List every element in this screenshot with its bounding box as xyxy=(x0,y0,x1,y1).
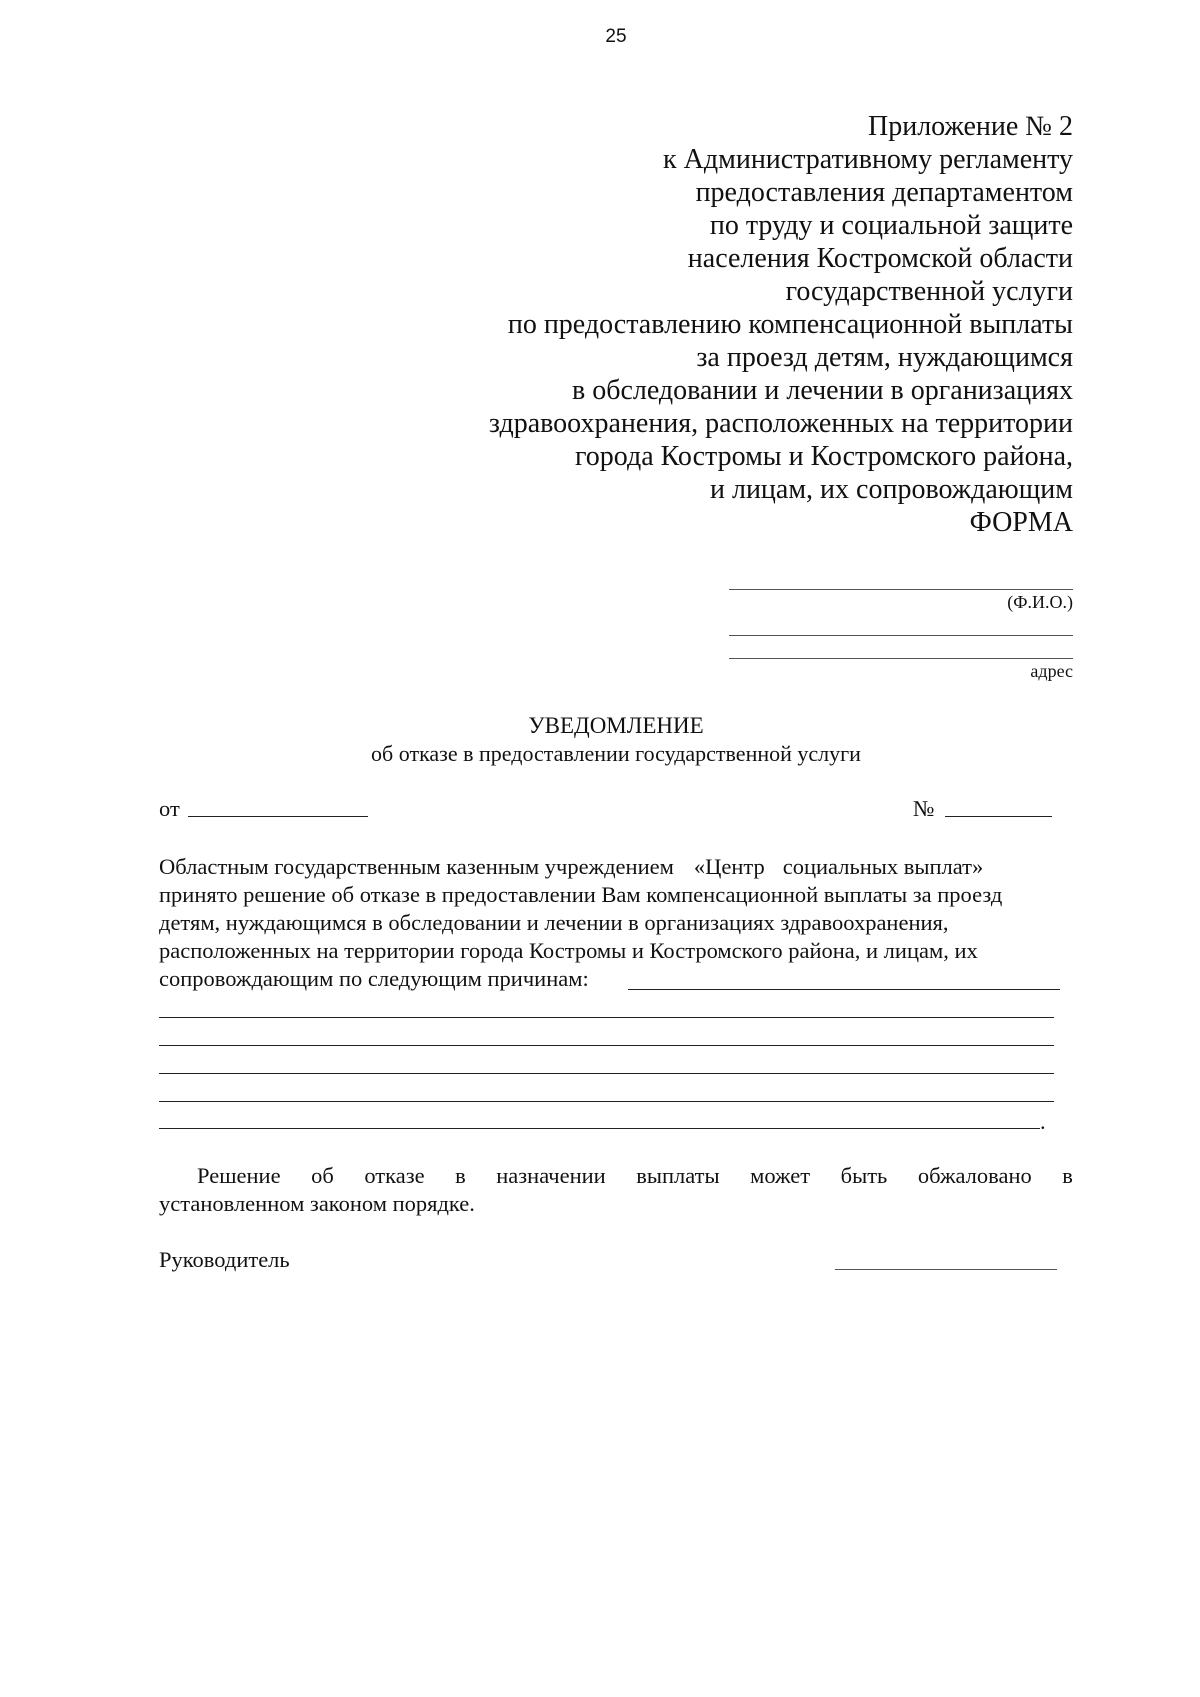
signature-label: Руководитель xyxy=(159,1247,290,1272)
body-line-4: расположенных на территории города Костромы и Костромского района, и лицам, их xyxy=(159,938,978,963)
appendix-line: предоставления департаментом xyxy=(695,177,1073,208)
address-line-2 xyxy=(729,658,1073,659)
appendix-line: за проезд детям, нуждающимся xyxy=(696,342,1073,373)
form-label: ФОРМА xyxy=(969,507,1073,538)
appendix-line: и лицам, их сопровождающим xyxy=(709,474,1073,505)
appendix-line: здравоохранения, расположенных на территории xyxy=(488,408,1073,439)
reason-line-3 xyxy=(159,1073,1054,1074)
appendix-header xyxy=(489,110,1073,539)
reason-line-4 xyxy=(159,1101,1054,1102)
body-text: социальных выплат» xyxy=(782,854,984,879)
appeal-word: выплаты xyxy=(636,1163,720,1188)
appendix-line: по предоставлению компенсационной выплаты xyxy=(507,309,1073,340)
reason-line-1 xyxy=(159,1017,1054,1018)
from-label: от xyxy=(159,796,180,821)
notice-title: УВЕДОМЛЕНИЕ xyxy=(528,713,704,738)
appendix-line: населения Костромской области xyxy=(687,243,1073,274)
appendix-line: города Костромы и Костромского района, xyxy=(574,441,1073,472)
appeal-word: может xyxy=(750,1163,811,1188)
appendix-line: Приложение № 2 xyxy=(868,111,1073,142)
appendix-line: по труду и социальной защите xyxy=(709,210,1073,241)
appeal-line-2: установленном законом порядке. xyxy=(159,1191,475,1216)
appeal-word: Решение xyxy=(197,1163,281,1188)
date-field-line xyxy=(188,816,368,817)
appeal-word: в xyxy=(1062,1163,1073,1188)
address-line-1 xyxy=(729,635,1073,636)
body-line-3: детям, нуждающимся в обследовании и лечении в организациях здравоохранения, xyxy=(159,910,949,935)
fio-label: (Ф.И.О.) xyxy=(1007,592,1073,612)
reason-line-2 xyxy=(159,1045,1054,1046)
appeal-word: быть xyxy=(840,1163,888,1188)
appeal-word: об xyxy=(311,1163,334,1188)
notice-subtitle: об отказе в предоставлении государственной услуги xyxy=(371,741,861,766)
body-text: Областным государственным казенным учреждением xyxy=(159,854,674,879)
appendix-line: государственной услуги xyxy=(785,276,1073,307)
reason-end-dot: . xyxy=(1040,1109,1046,1134)
body-line-2: принято решение об отказе в предоставлении Вам компенсационной выплаты за проезд xyxy=(159,882,1003,907)
body-text: «Центр xyxy=(693,854,765,879)
number-field-line xyxy=(945,816,1052,817)
fio-line xyxy=(729,589,1073,590)
reason-line-5 xyxy=(159,1128,1040,1129)
appeal-word: отказе xyxy=(364,1163,425,1188)
appeal-word: назначении xyxy=(496,1163,606,1188)
body-line-1 xyxy=(159,853,983,881)
appeal-line-1 xyxy=(197,1162,1073,1190)
appeal-word: в xyxy=(455,1163,466,1188)
appendix-line: в обследовании и лечении в организациях xyxy=(572,375,1073,406)
page-number: 25 xyxy=(605,26,627,47)
appeal-word: обжаловано xyxy=(917,1163,1032,1188)
signature-line xyxy=(835,1269,1057,1270)
address-label: адрес xyxy=(1030,661,1073,681)
reason-line-0 xyxy=(628,989,1060,990)
number-label: № xyxy=(913,796,935,821)
appendix-line: к Административному регламенту xyxy=(663,144,1073,175)
body-line-5: сопровождающим по следующим причинам: xyxy=(159,966,589,991)
